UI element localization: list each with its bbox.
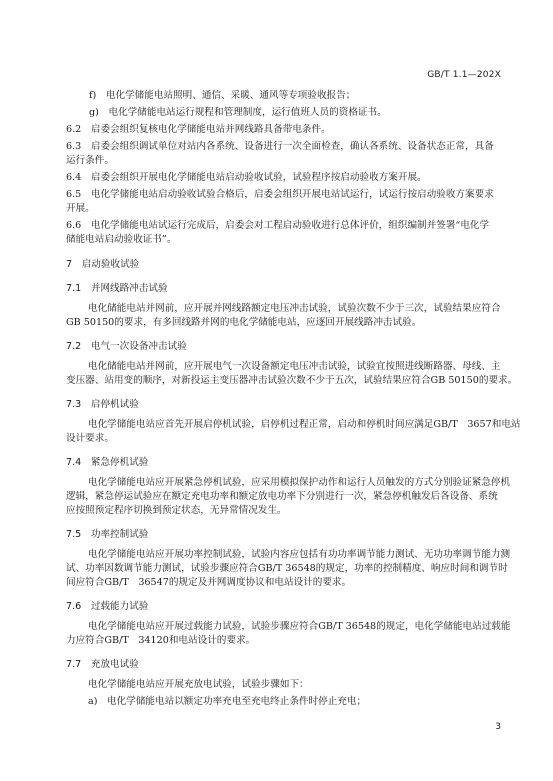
para-7-1-line1: 电化储能电站并网前，应开展并网线路额定电压冲击试验，试验次数不少于三次，试验结果应符合 — [88, 303, 501, 314]
clause-6-3-line2: 运行条件。 — [66, 155, 114, 166]
para-7-7-line1: 电化学储能电站应开展充放电试验，试验步骤如下： — [88, 679, 309, 690]
para-7-4-line1: 电化学储能电站应开展紧急停机试验，应采用模拟保护动作和运行人员触发的方式分别验证紧急停机 — [88, 477, 511, 488]
clause-6-5-line2: 开展。 — [66, 203, 95, 214]
list-item-a: a) 电化学储能电站以额定功率充电至充电终止条件时停止充电； — [88, 696, 367, 707]
list-item-g: g) 电化学储能电站运行规程和管理制度，运行值班人员的资格证书。 — [89, 107, 387, 118]
heading-7-3: 7.3 启停机试验 — [66, 399, 139, 410]
page-number: 3 — [495, 722, 501, 732]
heading-7-6: 7.6 过载能力试验 — [66, 601, 149, 612]
list-item-f: f) 电化学储能电站照明、通信、采暖、通风等专项验收报告； — [89, 90, 356, 101]
para-7-2-line2: 变压器、站用变的顺序，对新投运主变压器冲击试验次数不少于五次，试验结果应符合GB 50150的要求。 — [66, 375, 518, 386]
para-7-5-line2: 试、功率因数调节能力测试，试验步骤应符合GB/T 36548的规定，功率的控制精度、响应时间和调节时 — [66, 563, 508, 574]
standard-number-header: GB/T 1.1—202X — [427, 70, 501, 80]
clause-6-6-line2: 储能电站启动验收证书”。 — [66, 234, 177, 245]
para-7-6-line1: 电化学储能电站应开展过载能力试验，试验步骤应符合GB/T 36548的规定，电化学储能电站过载能 — [88, 621, 511, 632]
para-7-4-line2: 逻辑，紧急停运试验应在额定充电功率和额定放电功率下分别进行一次，紧急停机触发后各设备、系统 — [66, 491, 498, 502]
para-7-2-line1: 电化储能电站并网前，应开展电气一次设备额定电压冲击试验，试验宜按照进线断路器、母线、主 — [88, 361, 501, 372]
clause-6-5-line1: 6.5 电化学储能电站启动验收试验合格后，启委会组织开展电站试运行，试运行按启动验收方案要求 — [66, 189, 494, 200]
para-7-3-line1: 电化学储能电站应首先开展启停机试验，启停机过程正常，启动和停机时间应满足GB/T 3657和电站 — [88, 419, 521, 430]
para-7-1-line2: GB 50150的要求，有多回线路并网的电化学储能电站，应逐回开展线路冲击试验。 — [66, 317, 422, 328]
heading-7-4: 7.4 紧急停机试验 — [66, 457, 149, 468]
heading-7-7: 7.7 充放电试验 — [66, 659, 139, 670]
para-7-6-line2: 力应符合GB/T 34120和电站设计的要求。 — [66, 635, 256, 646]
clause-6-3-line1: 6.3 启委会组织调试单位对站内各系统、设备进行一次全面检查，确认各系统、设备状态正常，具备 — [66, 141, 494, 152]
para-7-5-line1: 电化学储能电站应开展功率控制试验，试验内容应包括有功功率调节能力测试、无功功率调节能力测 — [88, 549, 511, 560]
section-7-heading: 7 启动验收试验 — [66, 259, 140, 270]
clause-6-6-line1: 6.6 电化学储能电站试运行完成后，启委会对工程启动验收进行总体评价，组织编制并签署“电化学 — [66, 220, 490, 231]
clause-6-2: 6.2 启委会组织复核电化学储能电站并网线路具备带电条件。 — [66, 124, 331, 135]
para-7-3-line2: 设计要求。 — [66, 433, 114, 444]
heading-7-2: 7.2 电气一次设备冲击试验 — [66, 341, 187, 352]
heading-7-1: 7.1 并网线路冲击试验 — [66, 283, 168, 294]
para-7-5-line3: 间应符合GB/T 36547的规定及并网调度协议和电站设计的要求。 — [66, 577, 352, 588]
para-7-4-line3: 应按照预定程序切换到预定状态，无异常情况发生。 — [66, 505, 287, 516]
heading-7-5: 7.5 功率控制试验 — [66, 529, 149, 540]
clause-6-4: 6.4 启委会组织开展电化学储能电站启动验收试验，试验程序按启动验收方案开展。 — [66, 172, 427, 183]
